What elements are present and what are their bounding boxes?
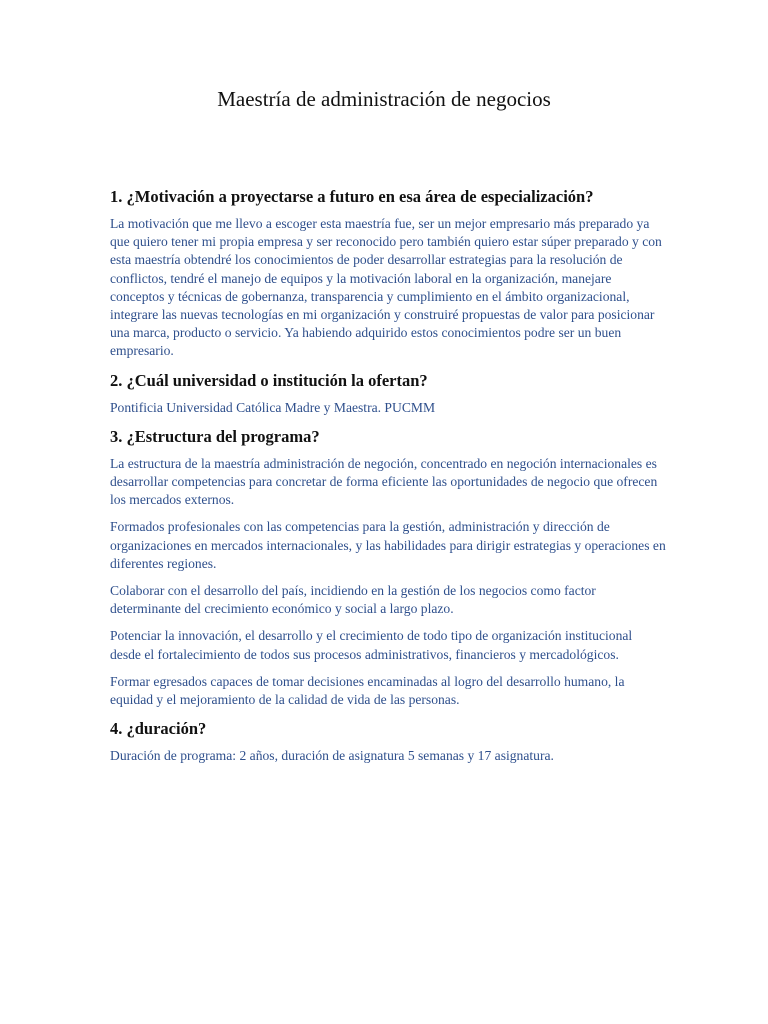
section-structure [110, 426, 666, 709]
section-heading: 2. ¿Cuál universidad o institución la ofertan? [110, 370, 428, 390]
section-paragraph: Colaborar con el desarrollo del país, incidiendo en la gestión de los negocios como factor determinante del crecimiento económico y social a largo plazo. [110, 583, 596, 617]
section-duration [110, 718, 666, 765]
section-paragraph: Formados profesionales con las competencias para la gestión, administración y dirección de organizaciones en mercados internacionales, y las habilidades para dirigir estrategias y operaciones en diferentes regiones. [110, 519, 666, 571]
section-heading: 4. ¿duración? [110, 719, 207, 739]
section-paragraph: La estructura de la maestría administración de negoción, concentrado en negoción internacionales es desarrollar competencias para concretar de forma eficiente las oportunidades de negocio que ofrecen los mercados externos. [110, 455, 658, 508]
section-paragraph: Formar egresados capaces de tomar decisiones encaminadas al logro del desarrollo humano, la equidad y el mejoramiento de la calidad de vida de las personas. [110, 673, 625, 708]
section-paragraph: La motivación que me llevo a escoger esta maestría fue, ser un mejor empresario más preparado ya que quiero tener mi propia empresa y ser reconocido pero también quiero estar súper preparado y con esta maestría obtendré los conocimientos de poder desarrollar estrategias para la resolución de conflictos, tendré el manejo de equipos y la motivación laboral en la organización, manejare conceptos y técnicas de gobernanza, transparencia y cumplimiento en el ámbito organizacional, integrare las nuevas tecnologías en mi organización y construiré propuestas de valor para posicionar una marca, producto o servicio. Ya habiendo adquirido estos conocimientos podre ser un buen empresario. [110, 216, 662, 359]
section-paragraph: Duración de programa: 2 años, duración de asignatura 5 semanas y 17 asignatura. [110, 748, 554, 764]
document-title: Maestría de administración de negocios [217, 87, 551, 111]
section-paragraph: Pontificia Universidad Católica Madre y Maestra. PUCMM [110, 399, 436, 415]
section-university [110, 370, 666, 417]
section-paragraph: Potenciar la innovación, el desarrollo y el crecimiento de todo tipo de organización institucional desde el fortalecimiento de todos sus procesos administrativos, financieros y mercadológicos. [110, 628, 633, 662]
section-heading: 3. ¿Estructura del programa? [110, 426, 320, 446]
section-motivation [110, 186, 666, 361]
section-heading: 1. ¿Motivación a proyectarse a futuro en esa área de especialización? [110, 187, 594, 206]
document-body [110, 186, 666, 774]
